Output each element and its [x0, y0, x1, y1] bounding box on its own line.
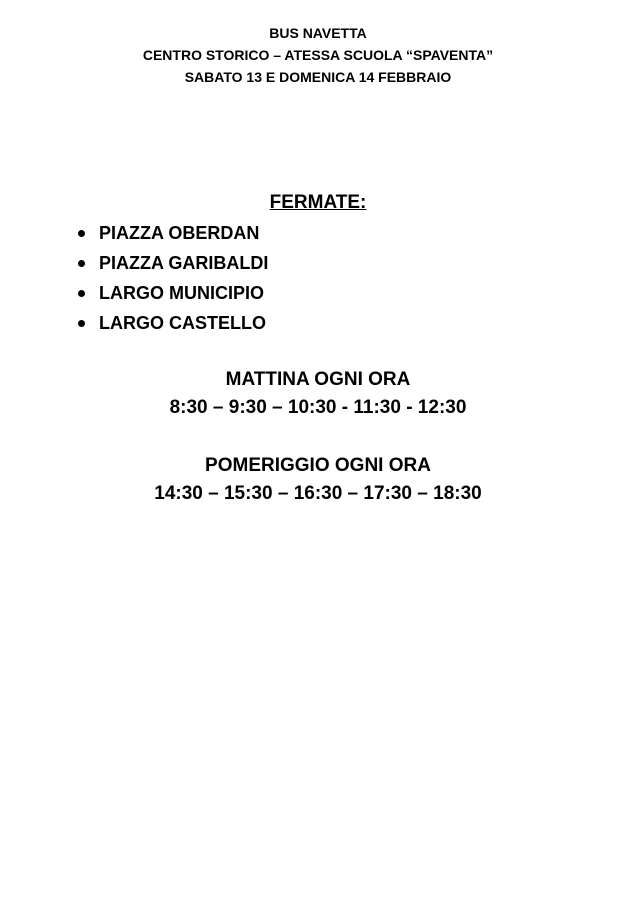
list-item: [78, 278, 268, 308]
morning-times: 8:30 – 9:30 – 10:30 - 11:30 - 12:30: [169, 397, 467, 418]
stop-label: PIAZZA OBERDAN: [99, 223, 260, 243]
header-line-route: CENTRO STORICO – ATESSA SCUOLA “SPAVENTA”: [142, 47, 494, 63]
stop-label: LARGO CASTELLO: [99, 313, 266, 333]
morning-label: MATTINA OGNI ORA: [225, 369, 411, 390]
stops-list: [78, 218, 268, 338]
stops-title: FERMATE:: [269, 192, 367, 213]
stop-label: LARGO MUNICIPIO: [99, 283, 264, 303]
bullet-icon: [78, 290, 85, 297]
header-line-dates: SABATO 13 E DOMENICA 14 FEBBRAIO: [184, 69, 452, 85]
list-item: [78, 218, 268, 248]
afternoon-schedule: [0, 452, 636, 508]
afternoon-label: POMERIGGIO OGNI ORA: [205, 455, 431, 476]
afternoon-times: 14:30 – 15:30 – 16:30 – 17:30 – 18:30: [154, 483, 482, 504]
header-line-service: BUS NAVETTA: [269, 25, 367, 41]
bullet-icon: [78, 320, 85, 327]
bullet-icon: [78, 260, 85, 267]
list-item: [78, 308, 268, 338]
list-item: [78, 248, 268, 278]
bullet-icon: [78, 230, 85, 237]
document-header: [0, 22, 636, 88]
stop-label: PIAZZA GARIBALDI: [99, 253, 269, 273]
morning-schedule: [0, 366, 636, 422]
